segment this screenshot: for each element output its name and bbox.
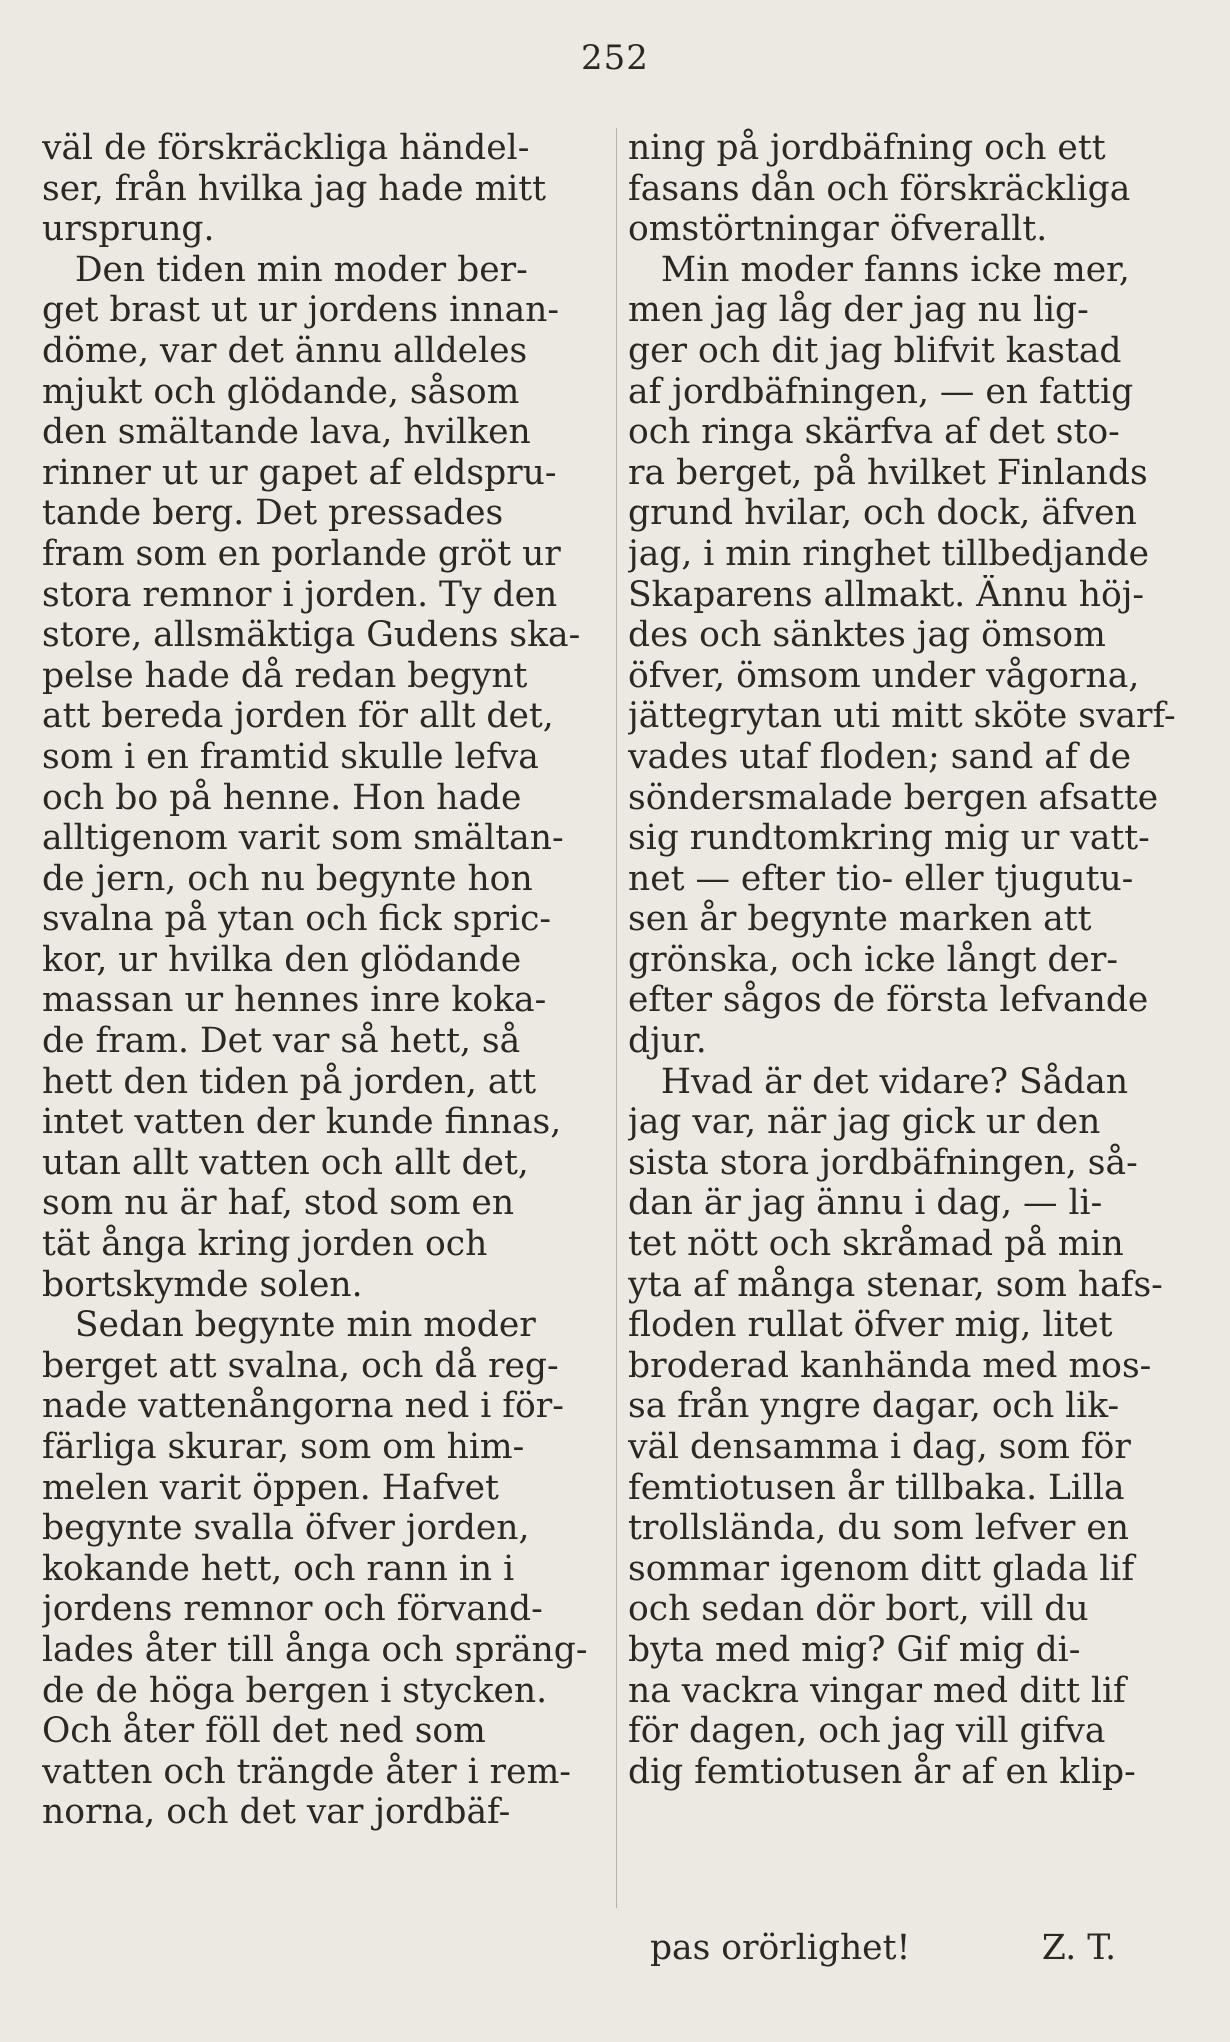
text-line: färliga skurar, som om him-	[42, 1427, 525, 1467]
text-line: hett den tiden på jorden, att	[42, 1061, 537, 1102]
text-line: trollsländа, du som lefver en	[628, 1508, 1129, 1549]
text-line: begynte svalla öfver jorden,	[42, 1508, 530, 1549]
text-line: grund hvilar, och dock, äfven	[628, 493, 1137, 534]
text-line: och sedan dör bort, vill du	[628, 1589, 1089, 1630]
text-line: omstörtningar öfverallt.	[628, 209, 1048, 250]
text-line: vades utaf floden; sand af de	[628, 736, 1132, 777]
text-line: djur.	[628, 1021, 707, 1062]
text-line: sig rundtomkring mig ur vatt-	[628, 818, 1150, 859]
column-divider	[616, 128, 617, 1908]
text-line: Min moder fanns icke mer,	[628, 249, 1130, 290]
text-line: den smältande lava, hvilken	[42, 412, 531, 453]
text-line: sommar igenom ditt glada lif	[628, 1548, 1135, 1589]
author-signature: Z. T.	[1041, 1927, 1117, 1968]
page-number: 252	[581, 38, 649, 78]
text-line: som nu är haf, stod som en	[42, 1183, 515, 1224]
text-line: lades åter till ånga och spräng-	[42, 1629, 588, 1670]
text-line: efter sågos de första lefvande	[628, 980, 1149, 1021]
left-column	[42, 128, 602, 1833]
text-line: jag var, när jag gick ur den	[628, 1102, 1101, 1143]
text-line: intet vatten der kunde finnas,	[42, 1102, 562, 1143]
text-line: pelse hade då redan begynt	[42, 655, 528, 696]
text-line: sen år begynte marken att	[628, 899, 1092, 940]
text-line: sista stora jordbäfningen, så-	[628, 1142, 1138, 1183]
text-line: fasans dån och förskräckliga	[628, 168, 1131, 209]
text-line: som i en framtid skulle lefva	[42, 736, 539, 777]
text-line: femtiotusen år tillbaka. Lilla	[628, 1467, 1125, 1508]
text-line: Och åter föll det ned som	[42, 1711, 486, 1752]
text-line: net — efter tio- eller tjugutu-	[628, 858, 1134, 899]
text-line: öfver, ömsom under vågorna,	[628, 655, 1140, 696]
text-line: broderad kanhända med mos-	[628, 1345, 1152, 1386]
text-line: nade vattenångorna ned i för-	[42, 1386, 564, 1427]
text-line: söndersmalade bergen afsatte	[628, 777, 1159, 818]
text-line: tät ånga kring jorden och	[42, 1224, 488, 1265]
text-line: ger och dit jag blifvit kastad	[628, 330, 1122, 371]
text-line: norna, och det var jordbäf-	[42, 1792, 511, 1833]
text-line: jordens remnor och förvand-	[42, 1589, 543, 1630]
text-line: ser, från hvilka jag hade mitt	[42, 168, 547, 209]
text-line: Sedan begynte min moder	[42, 1305, 536, 1346]
text-line: väl densamma i dag, som för	[628, 1427, 1131, 1467]
closing-line	[628, 1887, 1188, 1968]
text-line: store, allsmäktiga Gudens ska-	[42, 615, 581, 656]
text-line: att bereda jorden för allt det,	[42, 696, 554, 737]
text-line: ning på jordbäfning och ett	[628, 128, 1106, 168]
text-line: för dagen, och jag vill gifva	[628, 1711, 1106, 1752]
text-line: väl de förskräckliga händel-	[42, 128, 530, 168]
text-line: jättegrytan uti mitt sköte svarf-	[628, 696, 1176, 737]
text-line: fram som en porlande gröt ur	[42, 533, 561, 574]
text-line: de fram. Det var så hett, så	[42, 1021, 521, 1062]
text-line: alltigenom varit som smältan-	[42, 818, 564, 859]
text-line: dig femtiotusen år af en klip-	[628, 1751, 1136, 1792]
text-line: melen varit öppen. Hafvet	[42, 1467, 499, 1508]
text-line: yta af många stenar, som hafs-	[628, 1264, 1163, 1305]
text-line: men jag låg der jag nu lig-	[628, 290, 1089, 331]
text-line: stora remnor i jorden. Ty den	[42, 574, 558, 615]
signature-gap	[910, 1928, 1042, 1968]
text-line: sa från yngre dagar, och lik-	[628, 1386, 1120, 1427]
text-line: svalna på ytan och fick spric-	[42, 899, 552, 940]
text-line: ra berget, på hvilket Finlands	[628, 452, 1148, 493]
right-column	[628, 128, 1188, 1792]
text-line: get brast ut ur jordens innan-	[42, 290, 560, 331]
text-line: och bo på henne. Hon hade	[42, 777, 522, 818]
text-line: tet nött och skråmad på min	[628, 1224, 1124, 1265]
text-line: bortskymde solen.	[42, 1264, 363, 1305]
text-line: ursprung.	[42, 209, 215, 250]
text-line: kor, ur hvilka den glödande	[42, 939, 522, 980]
text-line: dan är jag ännu i dag, — li-	[628, 1183, 1103, 1224]
text-line: berget att svalna, och då reg-	[42, 1345, 559, 1386]
text-line: Skaparens allmakt. Ännu höj-	[628, 574, 1145, 615]
text-line: Hvad är det vidare? Sådan	[628, 1061, 1129, 1102]
text-line: kokande hett, och rann in i	[42, 1548, 515, 1589]
text-line: rinner ut ur gapet af eldspru-	[42, 452, 557, 493]
text-line: byta med mig? Gif mig di-	[628, 1629, 1081, 1670]
text-line: och ringa skärfva af det sto-	[628, 412, 1120, 453]
text-line: des och sänktes jag ömsom	[628, 615, 1106, 656]
text-line: utan allt vatten och allt det,	[42, 1142, 529, 1183]
text-line: vatten och trängde åter i rem-	[42, 1751, 571, 1792]
text-line: döme, var det ännu alldeles	[42, 330, 528, 371]
text-line: tande berg. Det pressades	[42, 493, 504, 534]
text-line: grönska, och icke långt der-	[628, 939, 1118, 980]
last-line-text: pas orörlighet!	[649, 1927, 911, 1968]
text-line: Den tiden min moder ber-	[42, 249, 528, 290]
text-line: de jern, och nu begynte hon	[42, 858, 533, 899]
text-line: na vackra vingar med ditt lif	[628, 1670, 1126, 1711]
text-line: mjukt och glödande, såsom	[42, 371, 520, 412]
text-line: af jordbäfningen, — en fattig	[628, 371, 1134, 412]
text-line: de de höga bergen i stycken.	[42, 1670, 548, 1711]
text-line: massan ur hennes inre koka-	[42, 980, 547, 1021]
text-line: jag, i min ringhet tillbedjande	[628, 533, 1150, 574]
text-line: floden rullat öfver mig, litet	[628, 1305, 1113, 1346]
